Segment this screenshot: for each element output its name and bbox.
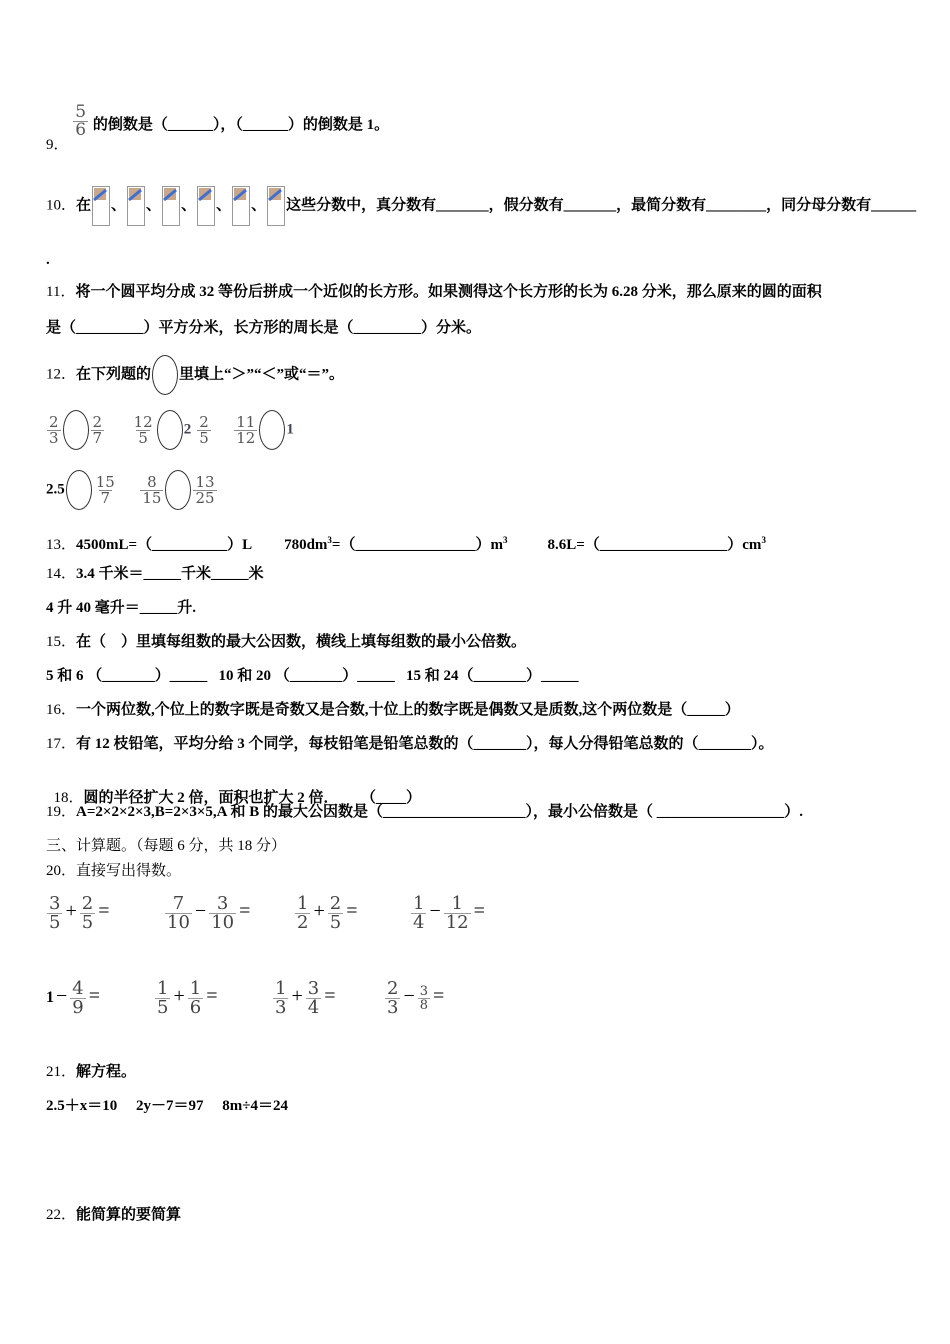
calc-item: $\frac{1}{5}$ + $\frac{1}{6}$ = — [157, 978, 218, 1018]
broken-image-icon — [197, 186, 215, 226]
question-19: 19．A=2×2×2×3,B=2×3×5,A 和 B 的最大公因数是（___________________），最小公倍数是（ _________________）. — [46, 804, 803, 820]
question-number: 16． — [46, 702, 77, 718]
compare-blank[interactable] — [66, 470, 92, 510]
question-11-line2: 是（_________）平方分米，长方形的周长是（_________）分米。 — [46, 320, 482, 336]
question-text-line1: 将一个圆平均分成 32 等份后拼成一个近似的长方形。如果测得这个长方形的长为 6.28 分米，那么原来的圆的面积 — [75, 284, 822, 300]
question-number: 15． — [46, 634, 77, 650]
question-number: 14． — [46, 566, 77, 582]
equations: 2.5＋x＝10 2y－7＝97 8m÷4＝24 — [46, 1098, 288, 1114]
question-number: 18． — [53, 790, 84, 806]
question-number: 10． — [46, 197, 77, 214]
question-number: 19． — [46, 804, 77, 820]
calc-item: $\frac{1}{4}$ − $\frac{1}{12}$ = — [413, 893, 485, 933]
question-17: 17．有 12 枝铅笔，平均分给 3 个同学，每枝铅笔是铅笔总数的（_______），每人分得铅笔总数的（_______）。 — [46, 736, 774, 752]
question-20: 20．直接写出得数。 — [46, 863, 182, 879]
section-title: 三、计算题。（每题 6 分，共 18 分） — [46, 838, 287, 854]
question-9 — [46, 100, 390, 153]
question-10: 10．在 、 、 、 、 、 这些分数中，真分数有_______，假分数有_______，最简分数有________，同分母分数有______ — [46, 186, 916, 226]
question-15: 15．在（ ）里填每组数的最大公因数，横线上填每组数的最小公倍数。 — [46, 634, 527, 650]
compare-blank[interactable] — [259, 410, 285, 450]
question-14-line2: 4 升 40 毫升＝_____升. — [46, 600, 197, 616]
calc-item: $\frac{2}{3}$ − $\frac{3}{8}$ = — [387, 978, 445, 1018]
broken-image-icon — [162, 186, 180, 226]
compare-blank[interactable] — [157, 410, 183, 450]
question-number: 12． — [46, 366, 77, 383]
question-18: 18．圆的半径扩大 2 倍，面积也扩大 2 倍． （____） — [53, 790, 422, 806]
broken-image-icon — [232, 186, 250, 226]
calc-item: $\frac{1}{2}$ + $\frac{2}{5}$ = — [297, 893, 358, 933]
question-15-line2: 5 和 6 （_______）_____ 10 和 20 （_______）_____ 15 和 24（_______）_____ — [46, 668, 579, 684]
question-number: 17． — [46, 736, 77, 752]
question-number: 20． — [46, 863, 77, 879]
calc-item: 1 − $\frac{4}{9}$ = — [46, 978, 101, 1018]
question-number: 13． — [46, 537, 77, 553]
question-11 — [46, 282, 822, 302]
question-12: 12．在下列题的 里填上“＞”“＜”或“＝”。 — [46, 355, 344, 395]
question-10-continuation: . — [46, 252, 50, 268]
calc-item: $\frac{7}{10}$ − $\frac{3}{10}$ = — [167, 893, 251, 933]
question-number: 22． — [46, 1207, 77, 1223]
compare-blank[interactable] — [63, 410, 89, 450]
broken-image-icon — [92, 186, 110, 226]
question-16: 16．一个两位数,个位上的数字既是奇数又是合数,十位上的数字既是偶数又是质数,这个两位数是（_____） — [46, 702, 740, 718]
comparison-circle-icon — [152, 355, 178, 395]
calc-item: $\frac{1}{3}$ + $\frac{3}{4}$ = — [275, 978, 336, 1018]
question-text-pre: 在 — [76, 197, 92, 214]
question-text: 的倒数是（______），（______）的倒数是 1。 — [92, 116, 390, 133]
question-number: 9． — [46, 136, 69, 153]
compare-row-1: $\frac{2}{3}$ $\frac{2}{7}$ $\frac{12}{5}$ 2 $\frac{2}{5}$ $\frac{11}{12}$ 1 — [46, 410, 294, 450]
question-14: 14．3.4 千米＝_____千米_____米 — [46, 566, 264, 582]
question-text: 这些分数中，真分数有_______，假分数有_______，最简分数有________，同分母分数有______ — [286, 197, 917, 214]
calc-item: $\frac{3}{5}$ + $\frac{2}{5}$ = — [49, 893, 110, 933]
question-number: 21． — [46, 1064, 77, 1080]
question-13: 13．4500mL=（__________）L $780dm^3=(\_\_\_\_\_\_\_\_\_\_\_\_\_\_\_\_)m^3$ $8.6L=(\_\_\_\_\_\_\_\_\_\_\_\_\_\_\_\_\_)cm^3$ — [46, 535, 766, 553]
question-number: 11． — [46, 284, 76, 300]
broken-image-icon — [267, 186, 285, 226]
broken-image-icon — [127, 186, 145, 226]
question-21: 21．解方程。 — [46, 1064, 137, 1080]
compare-row-2: 2.5 $\frac{15}{7}$ $\frac{8}{15}$ $\frac{13}{25}$ — [46, 470, 218, 510]
compare-blank[interactable] — [165, 470, 191, 510]
fraction-5-6: $\frac{5}{6}$ — [75, 102, 87, 140]
question-22: 22．能简算的要简算 — [46, 1207, 182, 1223]
